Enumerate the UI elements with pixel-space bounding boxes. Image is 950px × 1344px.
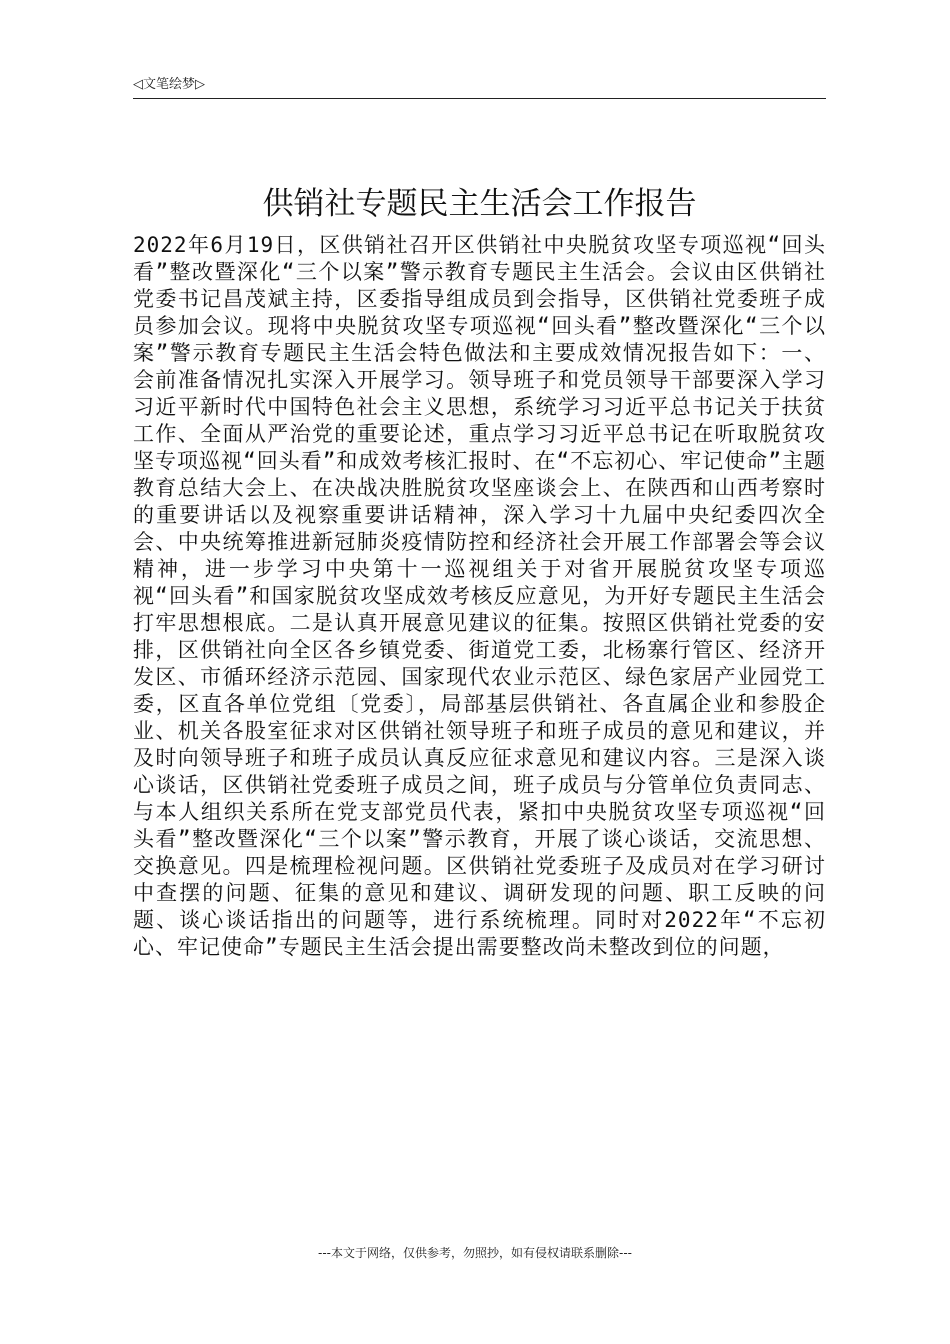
header-mark: ◁文笔绘梦▷	[133, 77, 205, 92]
document-body: 2022年6月19日，区供销社召开区供销社中央脱贫攻坚专项巡视“回头看”整改暨深化“三个以案”警示教育专题民主生活会。会议由区供销社党委书记昌茂斌主持，区委指导组成员到会指导，区供销社党委班子成员参加会议。现将中央脱贫攻坚专项巡视“回头看”整改暨深化“三个以案”警示教育专题民主生活会特色做法和主要成效情况报告如下：一、会前准备情况扎实深入开展学习。领导班子和党员领导干部要深入学习习近平新时代中国特色社会主义思想，系统学习习近平总书记关于扶贫工作、全面从严治党的重要论述，重点学习习近平总书记在听取脱贫攻坚专项巡视“回头看”和成效考核汇报时、在“不忘初心、牢记使命”主题教育总结大会上、在决战决胜脱贫攻坚座谈会上、在陕西和山西考察时的重要讲话以及视察重要讲话精神，深入学习十九届中央纪委四次全会、中央统筹推进新冠肺炎疫情防控和经济社会开展工作部署会等会议精神，进一步学习中央第十一巡视组关于对省开展脱贫攻坚专项巡视“回头看”和国家脱贫攻坚成效考核反应意见，为开好专题民主生活会打牢思想根底。二是认真开展意见建议的征集。按照区供销社党委的安排，区供销社向全区各乡镇党委、街道党工委，北杨寨行管区、经济开发区、市循环经济示范园、国家现代农业示范区、绿色家居产业园党工委，区直各单位党组〔党委〕，局部基层供销社、各直属企业和参股企业、机关各股室征求对区供销社领导班子和班子成员的意见和建议，并及时向领导班子和班子成员认真反应征求意见和建议内容。三是深入谈心谈话，区供销社党委班子成员之间，班子成员与分管单位负责同志、与本人组织关系所在党支部党员代表，紧扣中央脱贫攻坚专项巡视“回头看”整改暨深化“三个以案”警示教育，开展了谈心谈话，交流思想、交换意见。四是梳理检视问题。区供销社党委班子及成员对在学习研讨中查摆的问题、征集的意见和建议、调研发现的问题、职工反映的问题、谈心谈话指出的问题等，进行系统梳理。同时对2022年“不忘初心、牢记使命”专题民主生活会提出需要整改尚未整改到位的问题，	[133, 233, 826, 959]
footer-notice: ---本文于网络，仅供参考，勿照抄，如有侵权请联系删除---	[318, 1246, 632, 1260]
page-header	[133, 74, 826, 99]
document-title: 供销社专题民主生活会工作报告	[262, 186, 697, 222]
